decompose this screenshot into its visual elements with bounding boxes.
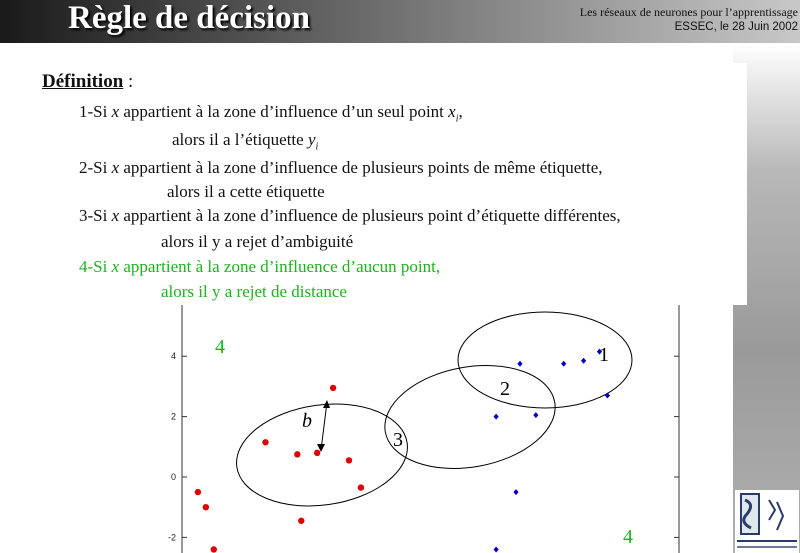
definition-panel [0, 63, 747, 305]
rule-1-tail: , [458, 102, 463, 121]
rule-3 [79, 206, 621, 226]
red-point [211, 546, 217, 552]
y-tick-label: 0 [170, 472, 176, 482]
header-subtitle-line1: Les réseaux de neurones pour l’apprentissage [579, 5, 798, 19]
rule-3-prefix: 3-Si [79, 206, 112, 225]
rule-1-sub: i [455, 113, 459, 125]
blue-point [494, 546, 499, 552]
rule-4 [79, 257, 440, 277]
zone-label-1: 1 [599, 344, 609, 366]
blue-point [517, 361, 522, 367]
red-point [330, 385, 336, 391]
chart-labels [215, 336, 633, 548]
rule-4-var: x [111, 257, 120, 276]
rejection-label-4: 4 [215, 336, 225, 358]
rule-1-cont: alors il a l’étiquette [172, 130, 308, 149]
rule-1-prefix: 1-Si [79, 102, 112, 121]
rule-4-prefix: 4-Si [79, 257, 112, 276]
radius-label-b: b [302, 410, 312, 432]
red-point [346, 457, 352, 463]
zone-label-2: 2 [500, 378, 510, 400]
header-subtitle-line2: ESSEC, le 28 Juin 2002 [674, 21, 798, 33]
red-point [195, 489, 201, 495]
rule-1-cont-var: y [307, 130, 316, 149]
blue-point [533, 412, 538, 418]
blue-point [561, 361, 566, 367]
red-point [294, 451, 300, 457]
y-tick-label: 2 [170, 411, 176, 422]
rejection-label-4: 4 [623, 526, 633, 548]
slide-title: Règle de décision [68, 0, 310, 36]
rule-2-var: x [111, 158, 120, 177]
blue-point [605, 392, 610, 398]
rule-3-continuation: alors il y a rejet d’ambiguité [161, 232, 354, 251]
rule-2-prefix: 2-Si [79, 158, 112, 177]
blue-point [513, 489, 518, 495]
influence-zones [230, 312, 632, 516]
rule-1 [79, 102, 463, 124]
red-point [358, 484, 364, 490]
y-tick-label: 4 [170, 351, 176, 362]
rule-2-continuation: alors il a cette étiquette [167, 182, 325, 201]
red-point [203, 504, 209, 510]
definition-heading: Définition [42, 71, 124, 92]
rule-1-cont-sub: i [315, 141, 319, 153]
red-point [262, 439, 268, 445]
rule-4-text: appartient à la zone d’influence d’aucun point, [119, 257, 441, 276]
radius-arrow [321, 402, 327, 450]
logo-mark [735, 490, 799, 553]
rule-4-continuation: alors il y a rejet de distance [161, 282, 347, 301]
rule-1-continuation [172, 130, 318, 152]
blue-point [581, 358, 586, 364]
definition-colon: : [123, 71, 134, 92]
zone-label-3: 3 [393, 429, 403, 451]
red-point [314, 450, 320, 456]
institution-logo [735, 490, 799, 553]
rule-2 [79, 158, 603, 178]
rule-3-text: appartient à la zone d’influence de plusieurs point d’étiquette différentes, [119, 206, 621, 225]
y-tick-label: -2 [167, 532, 176, 543]
rule-3-var: x [111, 206, 120, 225]
rule-1-var: x [111, 102, 120, 121]
zone-red [230, 394, 414, 517]
definition-heading-line [42, 71, 133, 93]
rule-1-point: x [448, 102, 456, 121]
rule-1-text: appartient à la zone d’influence d’un seul point [119, 102, 449, 121]
chart-axes [168, 300, 679, 553]
red-point [298, 518, 304, 524]
rule-2-text: appartient à la zone d’influence de plusieurs points de même étiquette, [119, 158, 603, 177]
blue-point [494, 414, 499, 420]
